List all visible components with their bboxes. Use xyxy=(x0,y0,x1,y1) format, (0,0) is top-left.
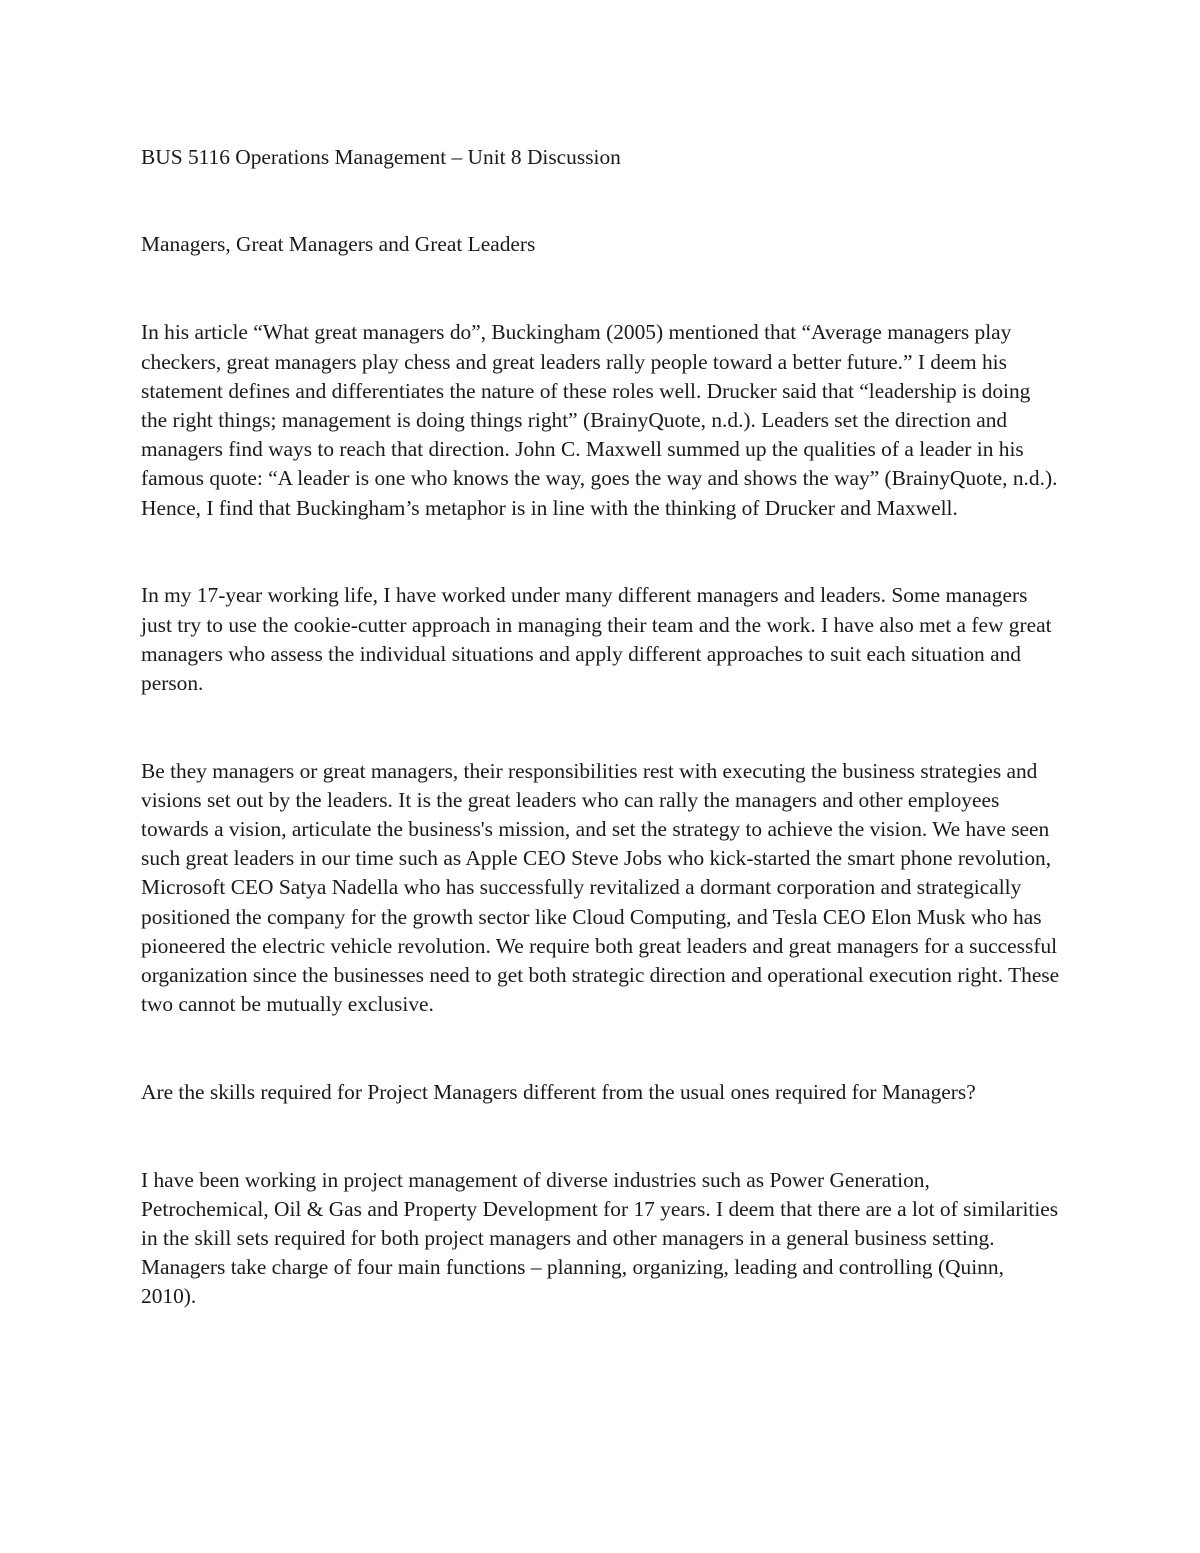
paragraph-buckingham: In his article “What great managers do”, Buckingham (2005) mentioned that “Average managers play checkers, great managers play chess and great leaders rally people toward a better future.” I deem his statement defines and differentiates the nature of these roles well. Drucker said that “leadership is doing the right things; management is doing things right” (BrainyQuote, n.d.). Leaders set the direction and managers find ways to reach that direction. John C. Maxwell summed up the qualities of a leader in his famous quote: “A leader is one who knows the way, goes the way and shows the way” (BrainyQuote, n.d.). Hence, I find that Buckingham’s metaphor is in line with the thinking of Drucker and Maxwell. xyxy=(141,320,1058,520)
paragraph-working-life: In my 17-year working life, I have worked under many different managers and leaders. Some managers just try to use the cookie-cutter approach in managing their team and the work. I have also met a few great managers who assess the individual situations and apply different approaches to suit each situation and person. xyxy=(141,583,1052,695)
document-subtitle: Managers, Great Managers and Great Leaders xyxy=(141,232,536,257)
question-heading: Are the skills required for Project Managers different from the usual ones required for Managers? xyxy=(141,1079,976,1104)
document-title: BUS 5116 Operations Management – Unit 8 Discussion xyxy=(141,145,621,169)
paragraph-project-management: I have been working in project management of diverse industries such as Power Generation, Petrochemical, Oil & Gas and Property Development for 17 years. I deem that there are a lot of similarities in the skill sets required for both project managers and other managers in a general business setting. Managers take charge of four main functions – planning, organizing, leading and controlling (Quinn, 2010). xyxy=(141,1167,1059,1309)
document-body xyxy=(141,143,1061,1312)
paragraph-leaders: Be they managers or great managers, their responsibilities rest with executing the business strategies and visions set out by the leaders. It is the great leaders who can rally the managers and other employees towards a vision, articulate the business's mission, and set the strategy to achieve the vision. We have seen such great leaders in our time such as Apple CEO Steve Jobs who kick-started the smart phone revolution, Microsoft CEO Satya Nadella who has successfully revitalized a dormant corporation and strategically positioned the company for the growth sector like Cloud Computing, and Tesla CEO Elon Musk who has pioneered the electric vehicle revolution. We require both great leaders and great managers for a successful organization since the businesses need to get both strategic direction and operational execution right. These two cannot be mutually exclusive. xyxy=(141,758,1060,1017)
